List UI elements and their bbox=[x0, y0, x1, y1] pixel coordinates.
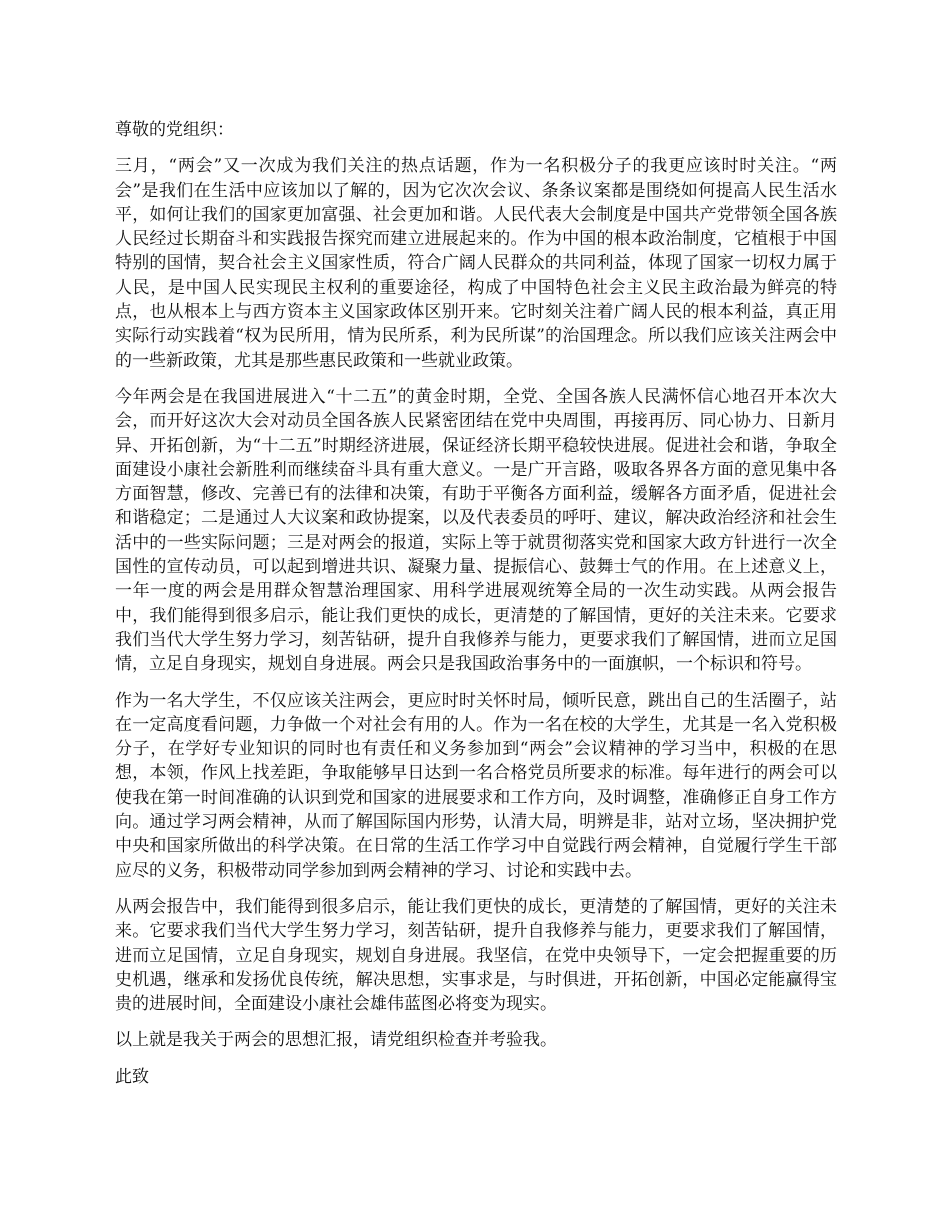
closing: 此致 bbox=[115, 1066, 149, 1087]
document-page bbox=[115, 118, 837, 1089]
paragraph-2: 今年两会是在我国进展进入“十二五”的黄金时期，全党、全国各族人民满怀信心地召开本次大会，而开好这次大会对动员全国各族人民紧密团结在党中央周围，再接再厉、同心协力、日新月异、开拓创新，为“十二五”时期经济进展，保证经济长期平稳较快进展。促进社会和谐，争取全面建设小康社会新胜利而继续奋斗具有重大意义。一是广开言路，吸取各界各方面的意见集中各方面智慧，修改、完善已有的法律和决策，有助于平衡各方面利益，缓解各方面矛盾，促进社会和谐稳定；二是通过人大议案和政协提案，以及代表委员的呼吁、建议，解决政治经济和社会生活中的一些实际问题；三是对两会的报道，实际上等于就贯彻落实党和国家大政方针进行一次全国性的宣传动员，可以起到增进共识、凝聚力量、提振信心、鼓舞士气的作用。在上述意义上，一年一度的两会是用群众智慧治理国家、用科学进展观统筹全局的一次生动实践。从两会报告中，我们能得到很多启示，能让我们更快的成长，更清楚的了解国情，更好的关注未来。它要求我们当代大学生努力学习，刻苦钻研，提升自我修养与能力，更要求我们了解国情，进而立足国情，立足自身现实，规划自身进展。两会只是我国政治事务中的一面旗帜，一个标识和符号。 bbox=[115, 386, 837, 675]
paragraph-4: 从两会报告中，我们能得到很多启示，能让我们更快的成长，更清楚的了解国情，更好的关注未来。它要求我们当代大学生努力学习，刻苦钻研，提升自我修养与能力，更要求我们了解国情，进而立足国情，立足自身现实，规划自身进展。我坚信，在党中央领导下，一定会把握重要的历史机遇，继承和发扬优良传统，解决思想，实事求是，与时俱进，开拓创新，中国必定能赢得宝贵的进展时间，全面建设小康社会雄伟蓝图必将变为现实。 bbox=[115, 896, 837, 1015]
salutation: 尊敬的党组织： bbox=[115, 120, 234, 140]
paragraph-1: 三月，“两会”又一次成为我们关注的热点话题，作为一名积极分子的我更应该时时关注。“两会”是我们在生活中应该加以了解的，因为它次次会议、条条议案都是围绕如何提高人民生活水平，如何让我们的国家更加富强、社会更加和谐。人民代表大会制度是中国共产党带领全国各族人民经过长期奋斗和实践报告探究而建立进展起来的。作为中国的根本政治制度，它植根于中国特别的国情，契合社会主义国家性质，符合广阔人民群众的共同利益，体现了国家一切权力属于人民，是中国人民实现民主权利的重要途径，构成了中国特色社会主义民主政治最为鲜亮的特点，也从根本上与西方资本主义国家政体区别开来。它时刻关注着广阔人民的根本利益，真正用实际行动实践着“权为民所用，情为民所系，利为民所谋”的治国理念。所以我们应该关注两会中的一些新政策，尤其是那些惠民政策和一些就业政策。 bbox=[115, 156, 837, 371]
paragraph-5: 以上就是我关于两会的思想汇报，请党组织检查并考验我。 bbox=[115, 1030, 557, 1051]
paragraph-3: 作为一名大学生，不仅应该关注两会，更应时时关怀时局，倾听民意，跳出自己的生活圈子，站在一定高度看问题，力争做一个对社会有用的人。作为一名在校的大学生，尤其是一名入党积极分子，在学好专业知识的同时也有责任和义务参加到“两会”会议精神的学习当中，积极的在思想，本领，作风上找差距，争取能够早日达到一名合格党员所要求的标准。每年进行的两会可以使我在第一时间准确的认识到党和国家的进展要求和工作方向，及时调整，准确修正自身工作方向。通过学习两会精神，从而了解国际国内形势，认清大局，明辨是非，站对立场，坚决拥护党中央和国家所做出的科学决策。在日常的生活工作学习中自觉践行两会精神，自觉履行学生干部应尽的义务，积极带动同学参加到两会精神的学习、讨论和实践中去。 bbox=[115, 690, 837, 881]
